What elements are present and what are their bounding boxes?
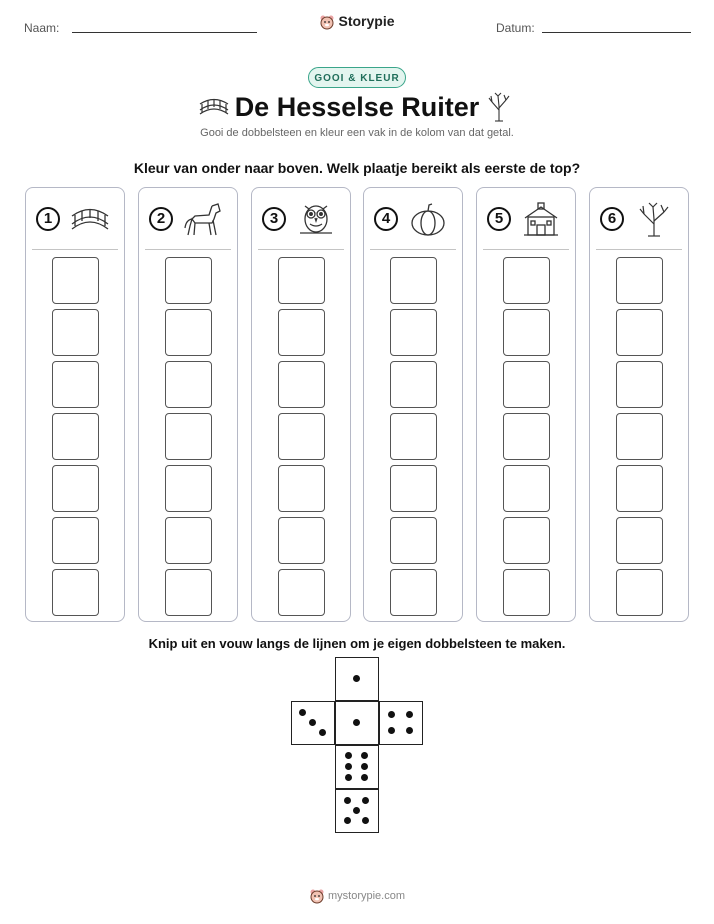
- color-box[interactable]: [616, 465, 663, 512]
- color-box[interactable]: [390, 257, 437, 304]
- color-box[interactable]: [616, 309, 663, 356]
- column-divider: [596, 249, 682, 250]
- dice-face-1: [335, 657, 379, 701]
- dice-instruction: Knip uit en vouw langs de lijnen om je eigen dobbelsteen te maken.: [148, 636, 566, 651]
- color-box[interactable]: [278, 465, 325, 512]
- color-box[interactable]: [278, 309, 325, 356]
- dice-pip: [345, 752, 352, 759]
- page-title: De Hesselse Ruiter: [234, 92, 480, 122]
- dice-pip: [361, 774, 368, 781]
- color-box[interactable]: [503, 569, 550, 616]
- dice-pip: [309, 719, 316, 726]
- color-box[interactable]: [278, 361, 325, 408]
- color-box[interactable]: [165, 517, 212, 564]
- color-box[interactable]: [616, 361, 663, 408]
- color-box[interactable]: [52, 569, 99, 616]
- dice-pip: [353, 719, 360, 726]
- color-box[interactable]: [503, 465, 550, 512]
- activity-badge: GOOI & KLEUR: [308, 67, 406, 88]
- color-box[interactable]: [165, 569, 212, 616]
- owl-icon: [295, 202, 337, 238]
- dice-face-1: [335, 701, 379, 745]
- dice-pip: [406, 727, 413, 734]
- column-divider: [258, 249, 344, 250]
- dice-pip: [361, 752, 368, 759]
- dice-column-6: [589, 187, 689, 622]
- tree-title-icon: [486, 92, 512, 122]
- dice-face-5: [335, 789, 379, 833]
- dice-column-4: [363, 187, 463, 622]
- color-box[interactable]: [616, 569, 663, 616]
- color-box[interactable]: [52, 257, 99, 304]
- dice-column-2: [138, 187, 238, 622]
- color-box[interactable]: [278, 517, 325, 564]
- name-label: Naam:: [24, 21, 60, 35]
- dice-pip: [361, 763, 368, 770]
- color-box[interactable]: [503, 361, 550, 408]
- color-box[interactable]: [165, 361, 212, 408]
- color-box[interactable]: [616, 413, 663, 460]
- color-box[interactable]: [278, 569, 325, 616]
- dice-pip: [353, 807, 360, 814]
- bear-logo-icon: [309, 888, 325, 904]
- dice-pip: [388, 711, 395, 718]
- dice-pip: [388, 727, 395, 734]
- tree-icon: [633, 202, 675, 238]
- dice-pip: [299, 709, 306, 716]
- color-box[interactable]: [390, 361, 437, 408]
- color-box[interactable]: [503, 517, 550, 564]
- name-line: [72, 32, 257, 33]
- bridge-icon: [69, 202, 111, 238]
- dice-column-5: [476, 187, 576, 622]
- schoolhouse-icon: [520, 202, 562, 238]
- column-number: 2: [149, 207, 173, 231]
- color-box[interactable]: [278, 413, 325, 460]
- dice-face-4: [379, 701, 423, 745]
- color-box[interactable]: [52, 413, 99, 460]
- dice-pip: [319, 729, 326, 736]
- brand-logo: [0, 13, 714, 30]
- dice-pip: [406, 711, 413, 718]
- column-divider: [370, 249, 456, 250]
- column-divider: [145, 249, 231, 250]
- dice-pip: [344, 817, 351, 824]
- color-box[interactable]: [503, 413, 550, 460]
- color-box[interactable]: [52, 361, 99, 408]
- column-number: 4: [374, 207, 398, 231]
- brand-name: Storypie: [338, 13, 395, 29]
- footer: [0, 888, 714, 904]
- pumpkin-icon: [407, 202, 449, 238]
- horse-icon: [182, 202, 224, 238]
- dice-pip: [353, 675, 360, 682]
- color-box[interactable]: [390, 517, 437, 564]
- color-box[interactable]: [165, 257, 212, 304]
- color-box[interactable]: [165, 413, 212, 460]
- subtitle: Gooi de dobbelsteen en kleur een vak in de kolom van dat getal.: [200, 127, 514, 139]
- dice-pip: [345, 763, 352, 770]
- color-box[interactable]: [52, 309, 99, 356]
- column-divider: [32, 249, 118, 250]
- color-box[interactable]: [503, 309, 550, 356]
- color-box[interactable]: [165, 309, 212, 356]
- dice-face-3: [291, 701, 335, 745]
- dice-pip: [362, 797, 369, 804]
- date-line: [542, 32, 691, 33]
- color-box[interactable]: [278, 257, 325, 304]
- color-box[interactable]: [503, 257, 550, 304]
- dice-column-3: [251, 187, 351, 622]
- column-number: 6: [600, 207, 624, 231]
- dice-pip: [362, 817, 369, 824]
- column-number: 5: [487, 207, 511, 231]
- column-number: 1: [36, 207, 60, 231]
- color-box[interactable]: [52, 465, 99, 512]
- bear-logo-icon: [319, 14, 335, 30]
- color-box[interactable]: [165, 465, 212, 512]
- color-box[interactable]: [390, 413, 437, 460]
- color-box[interactable]: [390, 569, 437, 616]
- dice-pip: [345, 774, 352, 781]
- color-box[interactable]: [616, 517, 663, 564]
- color-box[interactable]: [390, 309, 437, 356]
- footer-url: mystorypie.com: [327, 889, 406, 902]
- column-divider: [483, 249, 569, 250]
- color-box[interactable]: [52, 517, 99, 564]
- color-box[interactable]: [390, 465, 437, 512]
- dice-pip: [344, 797, 351, 804]
- column-number: 3: [262, 207, 286, 231]
- dice-column-1: [25, 187, 125, 622]
- date-label: Datum:: [496, 21, 535, 35]
- coloring-instruction: Kleur van onder naar boven. Welk plaatje bereikt als eerste de top?: [133, 160, 581, 176]
- color-box[interactable]: [616, 257, 663, 304]
- dice-face-6: [335, 745, 379, 789]
